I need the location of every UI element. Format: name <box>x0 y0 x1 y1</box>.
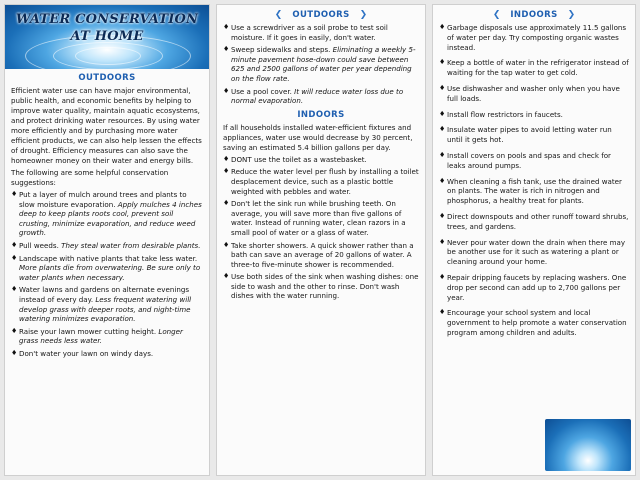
water-drop-bullet-icon: ♦ <box>439 237 446 246</box>
tip-text: Don't water your lawn on windy days. <box>19 348 154 358</box>
tip-item <box>439 151 629 171</box>
tip-body <box>447 273 629 302</box>
tip-item <box>439 84 629 104</box>
tip-text: Use a pool cover. <box>231 86 292 96</box>
tip-item <box>11 285 203 323</box>
tip-item <box>223 23 419 42</box>
water-drop-bullet-icon: ♦ <box>439 58 446 67</box>
tip-body <box>231 167 419 196</box>
water-drop-bullet-icon: ♦ <box>11 326 18 335</box>
water-drop-bullet-icon: ♦ <box>11 348 18 357</box>
water-drop-bullet-icon: ♦ <box>223 154 230 163</box>
tip-item <box>223 155 419 165</box>
section-heading-indoors: INDOORS <box>297 109 345 120</box>
tip-body <box>447 84 629 104</box>
section-heading-indoors: INDOORS <box>510 10 558 20</box>
tip-item <box>439 308 629 337</box>
tip-item <box>11 241 203 251</box>
tip-body <box>447 23 629 52</box>
brochure-panel-left <box>4 4 210 476</box>
tip-item <box>439 238 629 267</box>
tip-text: Direct downspouts and other runoff toward shrubs, trees, and gardens. <box>447 211 629 231</box>
water-drop-banner <box>5 5 209 69</box>
tip-note: Apply mulches 4 inches deep to keep plants roots cool, prevent soil crusting, minimize evaporation, and reduce weed growth. <box>19 199 202 238</box>
tip-note: It will reduce water loss due to normal evaporation. <box>231 86 404 106</box>
tip-text: Raise your lawn mower cutting height. <box>19 326 157 336</box>
water-drop-bullet-icon: ♦ <box>439 272 446 281</box>
water-drop-bullet-icon: ♦ <box>223 23 230 31</box>
tip-text: Sweep sidewalks and steps. <box>231 45 331 55</box>
tip-item <box>223 87 419 106</box>
tip-note: Longer grass needs less water. <box>19 326 183 346</box>
tip-item <box>439 177 629 206</box>
tip-text: Encourage your school system and local government to help promote a water conservation program among children and adults. <box>447 308 627 337</box>
tip-body <box>231 241 419 270</box>
indoors-intro-paragraph: If all households installed water-efficient fixtures and appliances, water use would decrease by 30 percent, saving an estimated 5.4 billion gallons per day. <box>223 122 413 152</box>
tip-body <box>447 110 629 120</box>
tip-item <box>439 273 629 302</box>
tip-item <box>439 58 629 78</box>
tip-body <box>231 272 419 301</box>
tip-body <box>447 151 629 171</box>
water-drop-bullet-icon: ♦ <box>11 240 18 249</box>
tip-item <box>223 272 419 301</box>
tip-body <box>447 177 629 206</box>
water-drop-bullet-icon: ♦ <box>11 285 18 294</box>
suggestions-lead: The following are some helpful conservation suggestions: <box>11 168 169 187</box>
chevron-right-icon: ❯ <box>359 9 368 20</box>
banner-title-line2: AT HOME <box>70 29 144 44</box>
tip-body <box>231 45 419 83</box>
tip-note: They steal water from desirable plants. <box>61 240 201 250</box>
water-drop-bullet-icon: ♦ <box>11 253 18 262</box>
brochure-panel-middle <box>216 4 426 476</box>
tip-note: Less frequent watering will develop grass with deeper roots, and night-time watering minimizes evaporation. <box>19 294 192 324</box>
tip-item <box>439 110 629 120</box>
tip-text: Install covers on pools and spas and check for leaks around pumps. <box>447 150 611 170</box>
tip-text: Landscape with native plants that take less water. <box>19 253 198 263</box>
water-drop-bullet-icon: ♦ <box>223 86 230 95</box>
tip-body <box>231 23 419 42</box>
intro-paragraph: Efficient water use can have major environmental, public health, and economic benefits by helping to improve water quality, maintain aquatic ecosystems, and protect drinking water resources. By using water more efficiently and by purchasing more water efficient products, we can also help lessen the effects of drought. Efficiency measures can also save the homeowner money on their water and energy bills. <box>11 86 202 165</box>
tip-item <box>11 190 203 238</box>
water-drop-image <box>545 419 631 471</box>
tip-item <box>439 212 629 232</box>
water-drop-bullet-icon: ♦ <box>223 199 230 208</box>
water-drop-bullet-icon: ♦ <box>223 45 230 54</box>
water-drop-bullet-icon: ♦ <box>439 308 446 317</box>
tip-text: Reduce the water level per flush by installing a toilet desplacement device, such as a plastic bottle weighted with pebbles and water. <box>231 167 419 196</box>
tip-body <box>19 254 203 283</box>
tip-body <box>231 155 419 165</box>
water-drop-bullet-icon: ♦ <box>439 83 446 92</box>
tip-body <box>19 327 203 346</box>
tip-text: Keep a bottle of water in the refrigerator instead of waiting for the tap water to get cold. <box>447 58 629 78</box>
banner-title-line1: WATER CONSERVATION <box>15 12 199 27</box>
indoor-tips-list-continued <box>433 23 635 338</box>
section-heading-outdoors: OUTDOORS <box>292 10 350 20</box>
tip-text: Repair dripping faucets by replacing washers. One drop per second can add up to 2,700 gallons per year. <box>447 272 627 302</box>
outdoors-heading-row <box>217 10 425 20</box>
water-drop-bullet-icon: ♦ <box>439 109 446 118</box>
tip-body <box>231 87 419 106</box>
tip-item <box>11 327 203 346</box>
water-drop-bullet-icon: ♦ <box>11 190 18 198</box>
tip-item <box>223 167 419 196</box>
tip-item <box>439 125 629 145</box>
tip-text: Insulate water pipes to avoid letting water run until it gets hot. <box>447 125 612 145</box>
water-drop-bullet-icon: ♦ <box>223 240 230 249</box>
tip-item <box>223 45 419 83</box>
water-drop-bullet-icon: ♦ <box>223 167 230 176</box>
tip-body <box>19 349 203 359</box>
tip-body <box>447 212 629 232</box>
tip-text: Use both sides of the sink when washing dishes: one side to wash and the other to rinse. Don't wash dishes with the water running. <box>231 272 419 301</box>
tip-body <box>19 190 203 238</box>
water-drop-bullet-icon: ♦ <box>439 176 446 185</box>
outdoor-tips-list-continued <box>217 23 425 106</box>
water-drop-bullet-icon: ♦ <box>223 272 230 281</box>
indoor-tips-list <box>217 155 425 301</box>
tip-note: More plants die from overwatering. Be sure only to water plants when necessary. <box>19 263 201 282</box>
tip-body <box>231 199 419 237</box>
water-drop-bullet-icon: ♦ <box>439 23 446 31</box>
tip-note: Eliminating a weekly 5-minute pavement hose-down could save between 625 and 2500 gallons of water per year depending on the flow rate. <box>231 45 416 83</box>
tip-text: Use a screwdriver as a soil probe to test soil moisture. If it goes in easily, don't water. <box>231 23 388 42</box>
tip-body <box>447 125 629 145</box>
tip-text: Pull weeds. <box>19 240 59 250</box>
indoors-heading-row <box>433 10 635 20</box>
tip-item <box>11 254 203 283</box>
chevron-left-icon: ❮ <box>492 9 501 20</box>
tip-text: Never pour water down the drain when there may be another use for it such as watering a plant or cleaning around your home. <box>447 237 626 267</box>
section-heading-outdoors: OUTDOORS <box>78 73 136 83</box>
tip-text: Use dishwasher and washer only when you have full loads. <box>447 83 620 103</box>
tip-item <box>223 241 419 270</box>
tip-item <box>11 349 203 359</box>
outdoor-tips-list <box>5 190 209 359</box>
brochure-panel-right <box>432 4 636 476</box>
tip-body <box>19 241 203 251</box>
tip-text: When cleaning a fish tank, use the drained water on plants. The water is rich in nitrogen and phosphorus, a healthy treat for plants. <box>447 176 622 206</box>
tip-body <box>19 285 203 323</box>
water-drop-bullet-icon: ♦ <box>439 211 446 220</box>
tip-body <box>447 308 629 337</box>
tip-item <box>223 199 419 237</box>
tip-body <box>447 238 629 267</box>
tip-text: Install flow restrictors in faucets. <box>447 109 563 119</box>
tip-body <box>447 58 629 78</box>
tip-text: Garbage disposals use approximately 11.5 gallons of water per day. Try composting organic wastes instead. <box>447 23 627 52</box>
chevron-right-icon: ❯ <box>567 9 576 20</box>
water-drop-bullet-icon: ♦ <box>439 125 446 134</box>
water-drop-bullet-icon: ♦ <box>439 150 446 159</box>
tip-text: Water lawns and gardens on alternate evenings instead of every day. <box>19 285 190 304</box>
tip-text: DONT use the toilet as a wastebasket. <box>231 154 367 164</box>
chevron-left-icon: ❮ <box>274 9 283 20</box>
tip-item <box>439 23 629 52</box>
tip-text: Put a layer of mulch around trees and plants to slow moisture evaporation. <box>19 190 187 209</box>
tip-text: Don't let the sink run while brushing teeth. On average, you will save more than five gallons of water. Instead of running water, clean razors in a small pool of water or a glass of water. <box>231 199 406 237</box>
tip-text: Take shorter showers. A quick shower rather than a bath can save an average of 20 gallons of water. A three-to five-minute shower is recommended. <box>231 240 414 269</box>
